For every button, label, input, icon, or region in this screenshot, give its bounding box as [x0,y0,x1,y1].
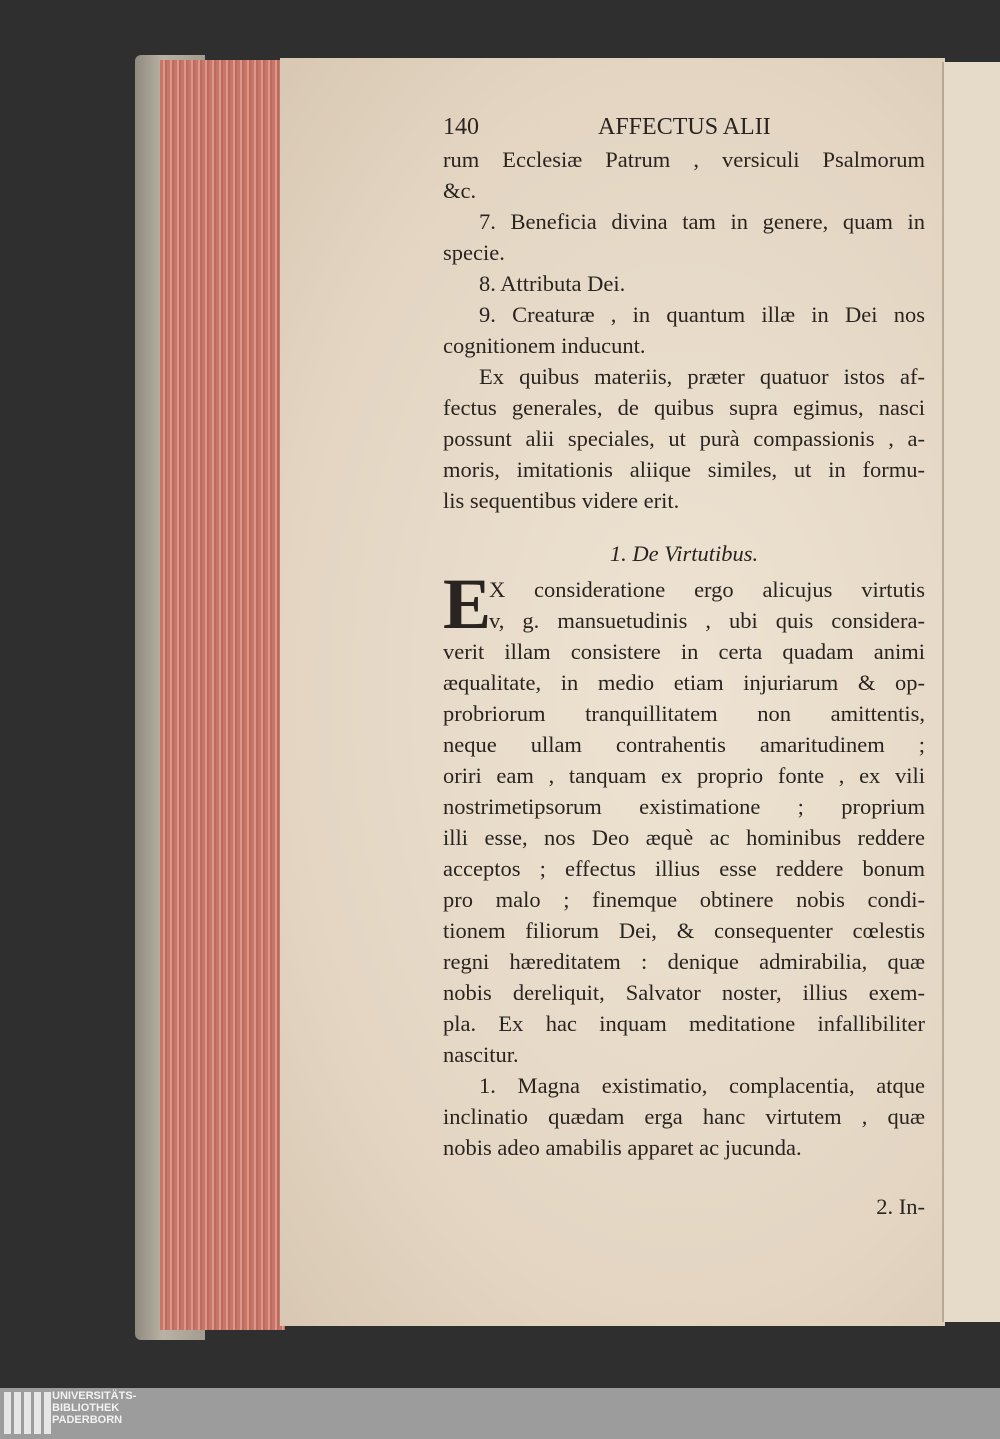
text-line: nobis dereliquit, Salvator noster, illius exem- [443,980,925,1005]
text-line: X consideratione ergo alicujus virtutis [489,577,925,602]
text-line: verit illam consistere in certa quadam animi [443,639,925,664]
text-line: illi esse, nos Deo æquè ac hominibus reddere [443,825,925,850]
text-line: moris, imitationis aliique similes, ut in formu- [443,457,925,482]
library-logo [4,1392,51,1434]
text-line: rum Ecclesiæ Patrum , versiculi Psalmorum [443,147,925,172]
text-line: v, g. mansuetudinis , ubi quis considera- [489,608,925,633]
text-line: æqualitate, in medio etiam injuriarum & op- [443,670,925,695]
text-line: nobis adeo amabilis apparet ac jucunda. [443,1135,802,1160]
text-line: possunt alii speciales, ut purà compassionis , a- [443,426,925,451]
text-line: 1. Magna existimatio, complacentia, atque [479,1073,925,1098]
text-line: acceptos ; effectus illius esse reddere bonum [443,856,925,881]
text-line: 8. Attributa Dei. [479,271,626,296]
text-line: probriorum tranquillitatem non amittentis, [443,701,925,726]
text-line: regni hæreditatem : denique admirabilia, quæ [443,949,925,974]
text-line: nascitur. [443,1042,519,1067]
text-line: tionem filiorum Dei, & consequenter cœlestis [443,918,925,943]
text-line: lis sequentibus videre erit. [443,488,680,513]
text-line: cognitionem inducunt. [443,333,646,358]
library-logo-text: UNIVERSITÄTS- BIBLIOTHEK PADERBORN [52,1390,137,1426]
text-line: nostrimetipsorum existimatione ; proprium [443,794,925,819]
drop-cap: E [443,564,492,644]
footer-banner [0,1388,1000,1439]
text-line: pro malo ; finemque obtinere nobis condi- [443,887,925,912]
text-line: pla. Ex hac inquam meditatione infallibiliter [443,1011,925,1036]
drop-cap-block [443,564,925,644]
intro-lines [443,144,925,516]
catchword: 2. In- [876,1194,925,1219]
text-line: Ex quibus materiis, præter quatuor istos af- [479,364,925,389]
body-lines [443,636,925,1163]
facing-page [942,62,1000,1322]
running-head: AFFECTUS ALII [598,114,771,140]
page-edges [160,60,285,1330]
text-line: specie. [443,240,505,265]
section-heading: 1. De Virtutibus. [609,541,759,566]
text-line: 7. Beneficia divina tam in genere, quam in [479,209,925,234]
text-line: &c. [443,178,477,203]
running-header [443,110,925,144]
page-number: 140 [443,114,479,140]
page-text [443,110,925,1222]
text-line: inclinatio quædam erga hanc virtutem , quæ [443,1104,925,1129]
text-line: fectus generales, de quibus supra egimus, nasci [443,395,925,420]
text-line: 9. Creaturæ , in quantum illæ in Dei nos [479,302,925,327]
text-line: neque ullam contrahentis amaritudinem ; [443,732,925,757]
text-line: oriri eam , tanquam ex proprio fonte , ex vili [443,763,925,788]
